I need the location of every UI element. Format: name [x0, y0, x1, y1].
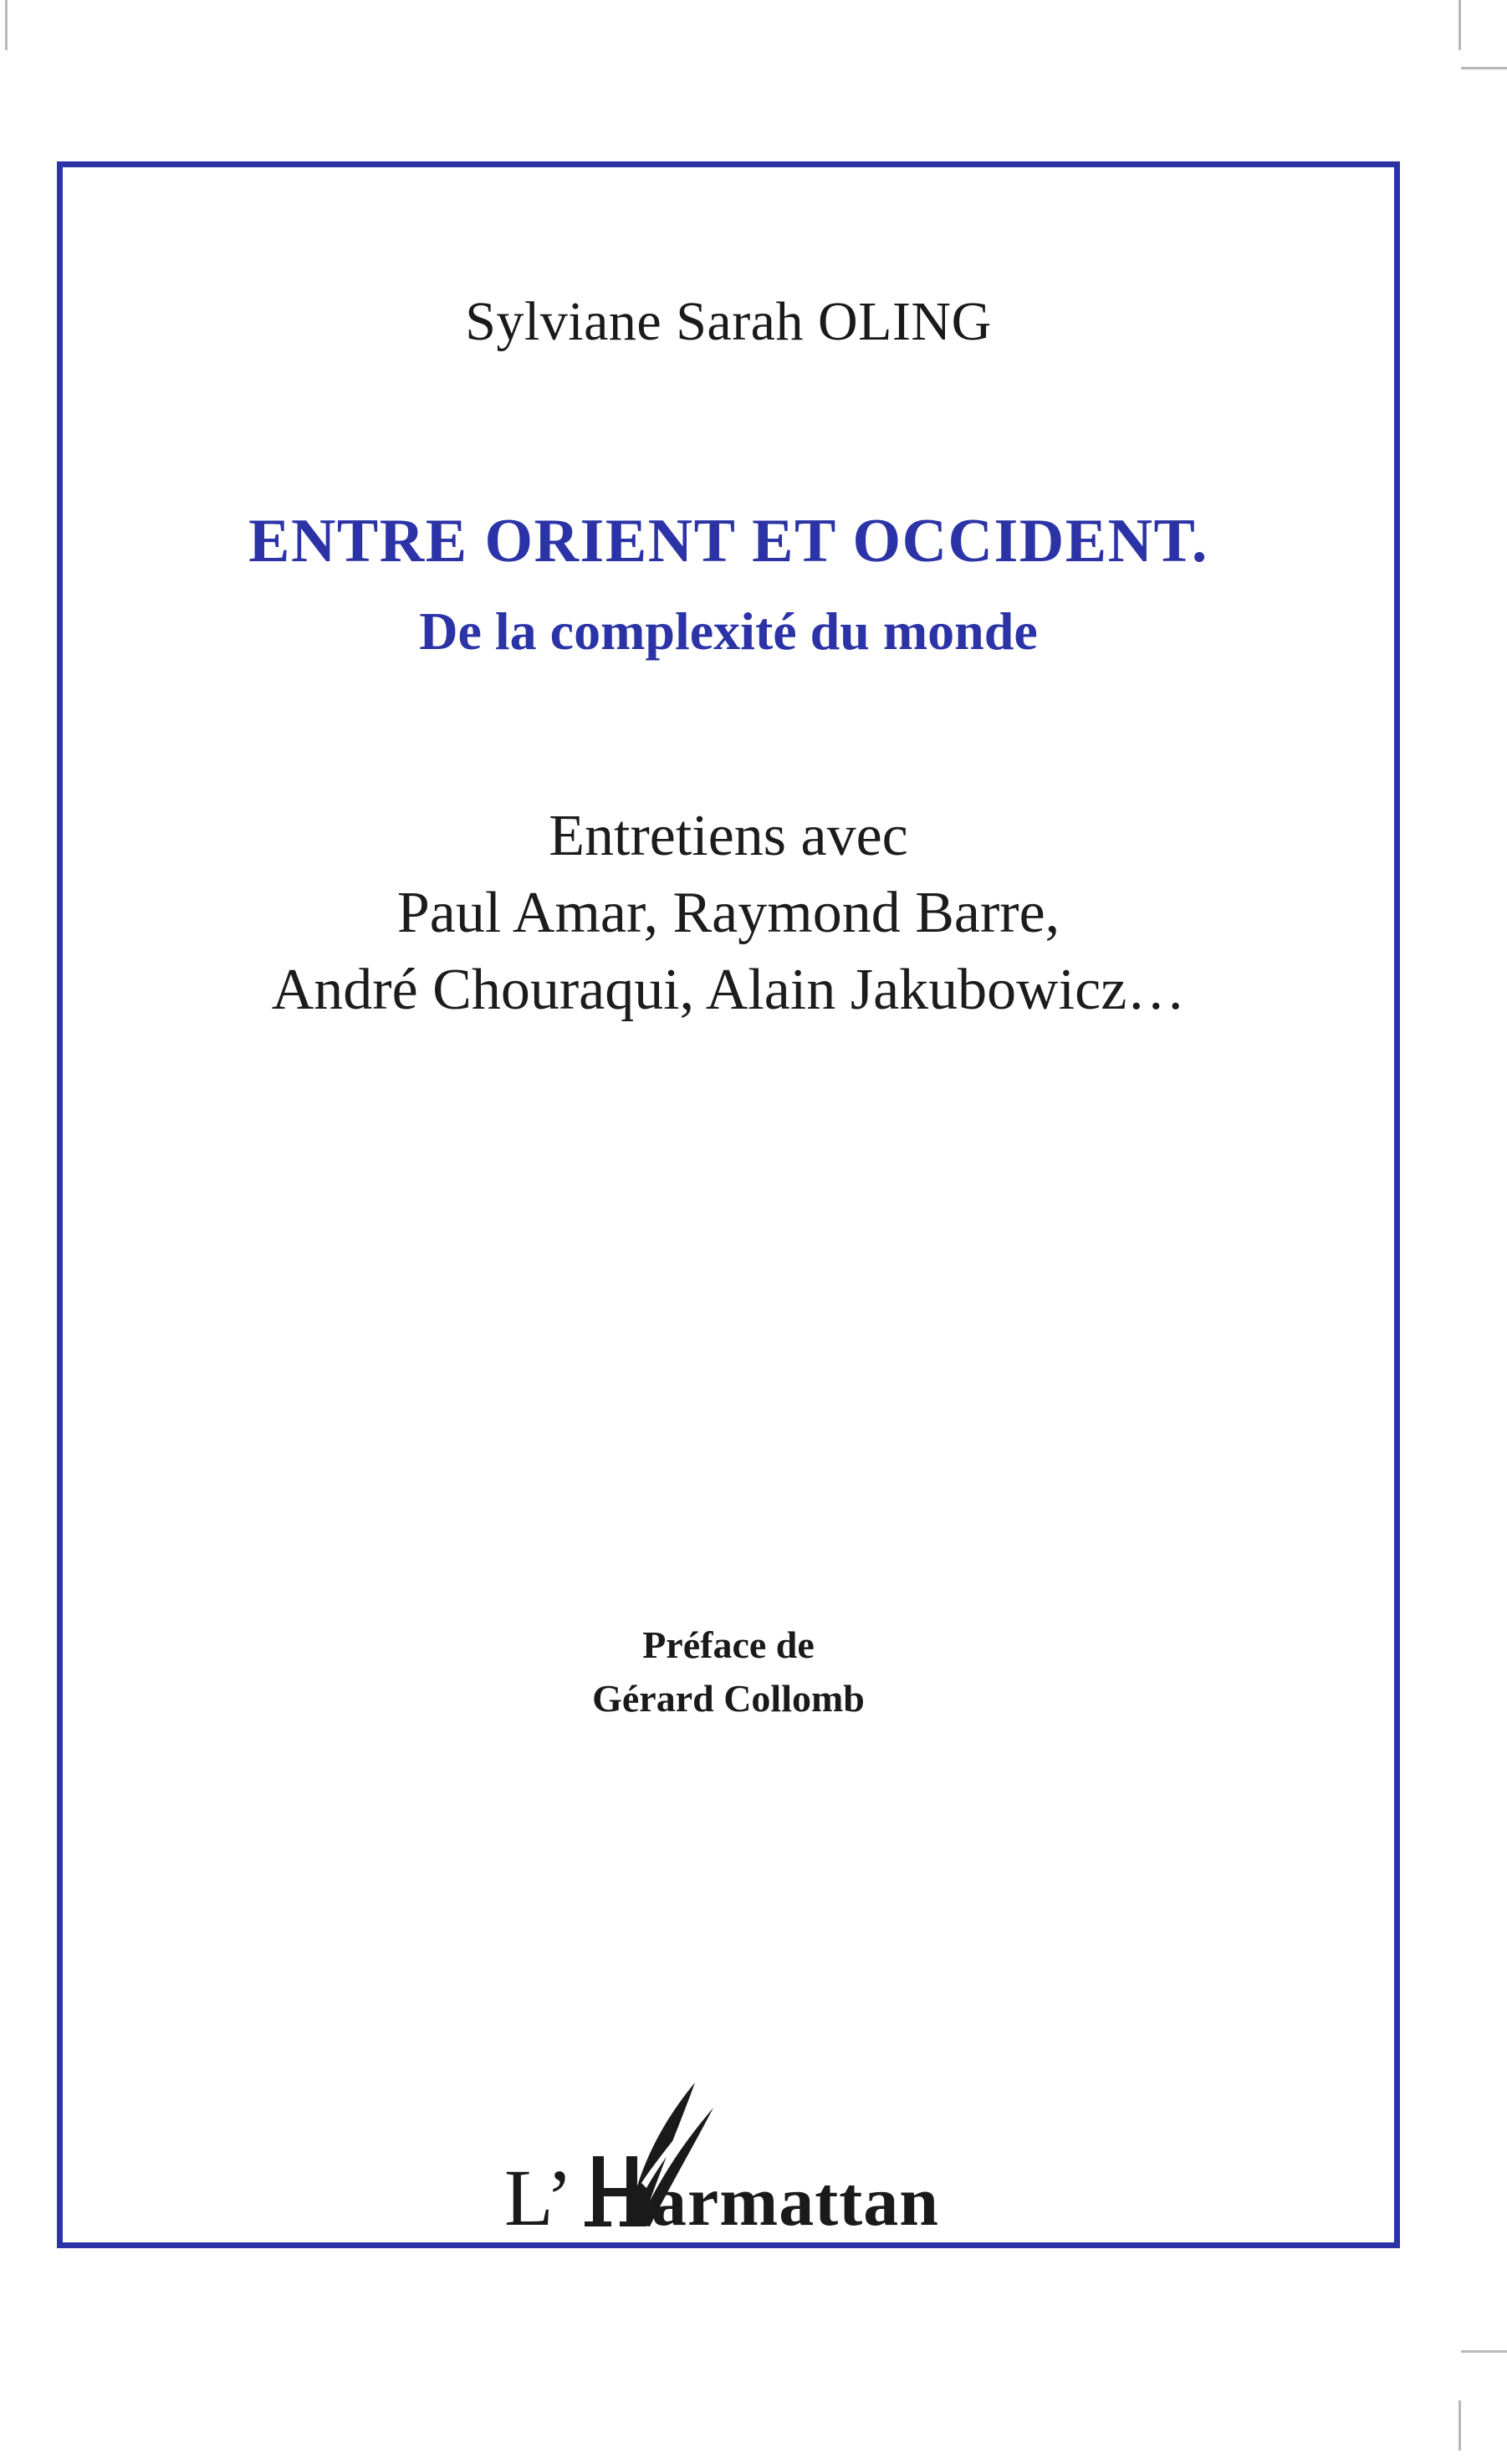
crop-mark-bottom-right-horizontal	[1461, 2350, 1507, 2353]
crop-mark-bottom-right	[1458, 2400, 1461, 2451]
interviewees-line-2: André Chouraqui, Alain Jakubowicz…	[271, 958, 1186, 1022]
harmattan-logo-icon	[494, 2058, 963, 2258]
interviewees-line-1: Paul Amar, Raymond Barre,	[396, 881, 1060, 945]
crop-mark-top-right-horizontal	[1461, 67, 1507, 69]
preface-label: Préface de	[642, 1623, 815, 1666]
crop-mark-top-left	[5, 0, 8, 50]
book-subtitle: De la complexité du monde	[419, 601, 1038, 661]
svg-text:armattan: armattan	[651, 2163, 939, 2241]
svg-text:L’: L’	[504, 2153, 573, 2242]
publisher-logo	[63, 2058, 1394, 2258]
book-title: ENTRE ORIENT ET OCCIDENT.	[248, 507, 1208, 575]
crop-mark-top-right	[1458, 0, 1461, 50]
author-name: Sylviane Sarah OLING	[465, 291, 992, 352]
interviews-intro: Entretiens avec	[549, 804, 908, 868]
cover-frame	[57, 161, 1400, 2248]
preface-author: Gérard Collomb	[592, 1677, 865, 1720]
